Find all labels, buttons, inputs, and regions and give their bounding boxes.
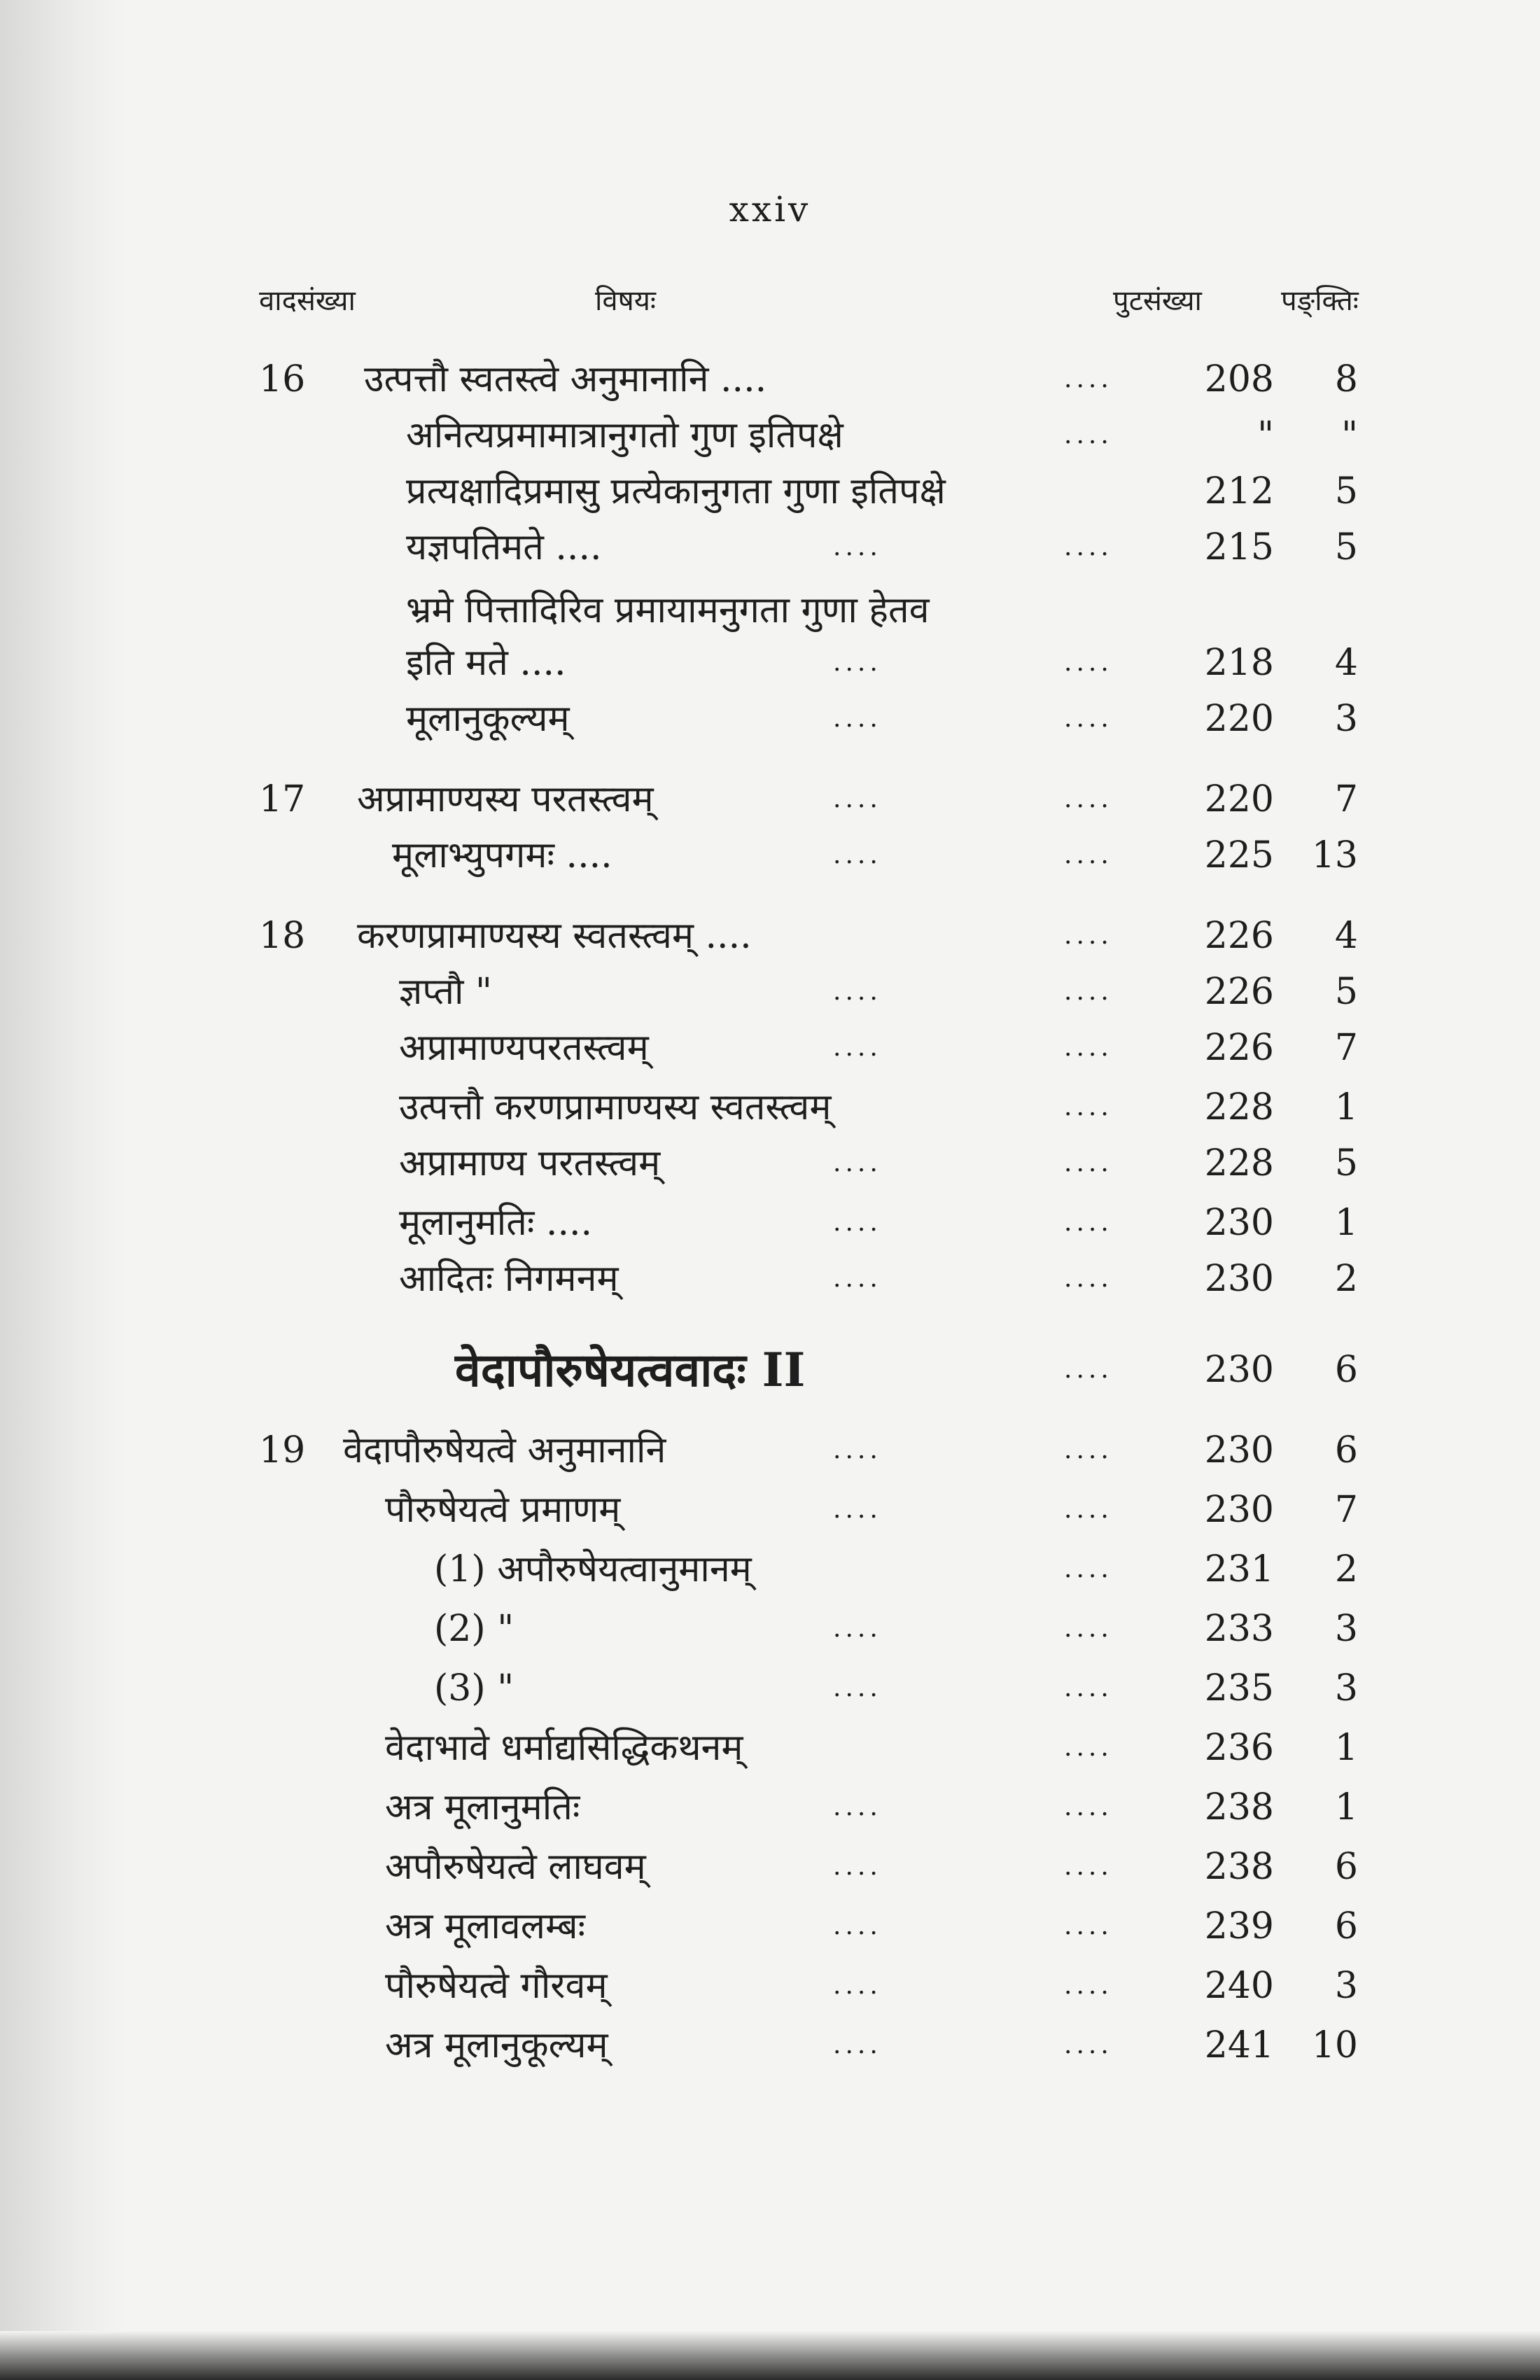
table-row — [0, 1540, 1540, 1599]
page-ref: " — [1257, 414, 1274, 456]
line-ref: 7 — [1334, 1489, 1358, 1531]
leader-dots: .... — [1064, 365, 1113, 393]
line-ref: 1 — [1334, 1086, 1358, 1128]
entry-title: इति मते .... — [406, 642, 566, 684]
leader-dots: .... — [1064, 533, 1113, 561]
table-row — [0, 634, 1540, 692]
line-ref: 6 — [1334, 1429, 1358, 1471]
line-ref: 1 — [1334, 1202, 1358, 1244]
vada-number: 17 — [259, 778, 306, 820]
page-ref: 239 — [1204, 1905, 1274, 1947]
section-title: वेदापौरुषेयत्ववादः II — [455, 1343, 806, 1397]
line-ref: 8 — [1334, 358, 1358, 400]
page-ref: 220 — [1204, 778, 1274, 820]
leader-dots: .... — [833, 1793, 882, 1821]
page-ref: 212 — [1204, 470, 1274, 512]
entry-title: अपौरुषेयत्वे लाघवम् — [385, 1846, 646, 1888]
table-row — [0, 1018, 1540, 1077]
entry-title: यज्ञपतिमते .... — [406, 526, 602, 568]
leader-dots: .... — [833, 533, 882, 561]
entry-title: वेदाभावे धर्माद्यसिद्धिकथनम् — [385, 1727, 743, 1769]
entry-title: अप्रामाण्यपरतस्त्वम् — [399, 1027, 649, 1069]
line-ref: 4 — [1334, 915, 1358, 957]
table-row — [0, 1778, 1540, 1837]
leader-dots: .... — [833, 1495, 882, 1524]
table-row — [0, 406, 1540, 465]
page-ref: 226 — [1204, 1027, 1274, 1069]
leader-dots: .... — [1064, 1555, 1113, 1583]
leader-dots: .... — [833, 977, 882, 1006]
page-ref: 230 — [1204, 1429, 1274, 1471]
table-row — [0, 1956, 1540, 2015]
table-row — [0, 906, 1540, 965]
leader-dots: .... — [1064, 1793, 1113, 1821]
line-ref: 3 — [1334, 1667, 1358, 1709]
page-ref: 230 — [1204, 1489, 1274, 1531]
entry-title: उत्पत्तौ करणप्रामाण्यस्य स्वतस्त्वम् — [399, 1086, 832, 1128]
entry-title: मूलाभ्युपगमः .... — [392, 834, 612, 876]
leader-dots: .... — [1064, 421, 1113, 449]
vada-number: 19 — [259, 1429, 306, 1471]
line-ref: 13 — [1311, 834, 1358, 876]
line-ref: 3 — [1334, 1965, 1358, 2007]
leader-dots: .... — [1064, 1093, 1113, 1121]
line-ref: 1 — [1334, 1786, 1358, 1828]
leader-dots: .... — [1064, 1264, 1113, 1293]
page-ref: 235 — [1204, 1667, 1274, 1709]
entry-title: (1) अपौरुषेयत्वानुमानम् — [434, 1548, 752, 1590]
entry-title: (2) " — [434, 1608, 514, 1650]
leader-dots: .... — [1064, 785, 1113, 813]
leader-dots: .... — [1064, 1436, 1113, 1464]
page-ref: 220 — [1204, 698, 1274, 740]
page-ref: 230 — [1204, 1202, 1274, 1244]
line-ref: 5 — [1334, 1142, 1358, 1184]
entry-title: अत्र मूलावलम्बः — [385, 1905, 586, 1947]
leader-dots: .... — [1064, 1495, 1113, 1524]
line-ref: 5 — [1334, 971, 1358, 1013]
leader-dots: .... — [833, 785, 882, 813]
leader-dots: .... — [1064, 977, 1113, 1006]
page-ref: 218 — [1204, 642, 1274, 684]
line-ref: 10 — [1311, 2024, 1358, 2066]
table-row — [0, 1134, 1540, 1193]
leader-dots: .... — [833, 1149, 882, 1177]
line-ref: 4 — [1334, 642, 1358, 684]
vada-number: 16 — [259, 358, 306, 400]
table-row — [0, 1480, 1540, 1539]
page-ref: 230 — [1204, 1258, 1274, 1300]
page-ref: 228 — [1204, 1086, 1274, 1128]
table-row — [0, 1078, 1540, 1137]
table-row — [0, 1718, 1540, 1777]
column-headers — [0, 280, 1540, 329]
table-row — [0, 962, 1540, 1021]
page-ref: 228 — [1204, 1142, 1274, 1184]
line-ref: 6 — [1334, 1846, 1358, 1888]
leader-dots: .... — [1064, 1852, 1113, 1881]
page-ref: 226 — [1204, 971, 1274, 1013]
leader-dots: .... — [833, 1674, 882, 1702]
leader-dots: .... — [833, 1436, 882, 1464]
table-row — [0, 690, 1540, 748]
table-row — [0, 1250, 1540, 1308]
leader-dots: .... — [833, 648, 882, 677]
line-ref: 1 — [1334, 1727, 1358, 1769]
entry-title: उत्पत्तौ स्वतस्त्वे अनुमानानि .... — [364, 358, 767, 400]
leader-dots: .... — [833, 1264, 882, 1293]
page-ref: 230 — [1204, 1349, 1274, 1391]
entry-title: मूलानुकूल्यम् — [406, 698, 570, 740]
entry-title: भ्रमे पित्तादिरिव प्रमायामनुगता गुणा हेतव — [406, 589, 930, 631]
page-ref: 226 — [1204, 915, 1274, 957]
line-ref: " — [1341, 414, 1358, 456]
entry-title: ज्ञप्तौ " — [399, 971, 492, 1013]
leader-dots: .... — [1064, 1971, 1113, 2000]
table-row — [0, 1600, 1540, 1658]
leader-dots: .... — [833, 1614, 882, 1643]
page-ref: 241 — [1204, 2024, 1274, 2066]
page-number: xxiv — [729, 189, 811, 230]
table-row — [0, 2016, 1540, 2075]
leader-dots: .... — [1064, 648, 1113, 677]
table-row — [0, 826, 1540, 885]
line-ref: 3 — [1334, 1608, 1358, 1650]
section-heading-row — [0, 1340, 1540, 1399]
leader-dots: .... — [1064, 841, 1113, 869]
leader-dots: .... — [833, 841, 882, 869]
entry-title: अत्र मूलानुकूल्यम् — [385, 2024, 608, 2066]
leader-dots: .... — [833, 1912, 882, 1940]
table-row — [0, 1837, 1540, 1896]
line-ref: 5 — [1334, 470, 1358, 512]
table-row — [0, 462, 1540, 521]
leader-dots: .... — [1064, 921, 1113, 950]
leader-dots: .... — [1064, 1149, 1113, 1177]
leader-dots: .... — [833, 1208, 882, 1237]
line-ref: 3 — [1334, 698, 1358, 740]
table-row — [0, 581, 1540, 640]
leader-dots: .... — [1064, 1208, 1113, 1237]
table-row — [0, 350, 1540, 409]
table-row — [0, 1659, 1540, 1718]
leader-dots: .... — [833, 2031, 882, 2059]
leader-dots: .... — [833, 1033, 882, 1062]
entry-title: अनित्यप्रमामात्रानुगतो गुण इतिपक्षे — [406, 414, 844, 456]
leader-dots: .... — [1064, 704, 1113, 733]
page-ref: 238 — [1204, 1846, 1274, 1888]
header-line-number: पङ्क्तिः — [1281, 285, 1359, 317]
leader-dots: .... — [833, 1852, 882, 1881]
table-row — [0, 1194, 1540, 1252]
header-subject: विषयः — [595, 285, 656, 317]
vada-number: 18 — [259, 915, 306, 957]
page-bottom-edge — [0, 2331, 1540, 2380]
entry-title: अप्रामाण्यस्य परतस्त्वम् — [357, 778, 654, 820]
entry-title: (3) " — [434, 1667, 514, 1709]
page-ref: 215 — [1204, 526, 1274, 568]
line-ref: 5 — [1334, 526, 1358, 568]
page-ref: 236 — [1204, 1727, 1274, 1769]
leader-dots: .... — [1064, 1033, 1113, 1062]
table-row — [0, 770, 1540, 829]
table-row — [0, 1421, 1540, 1480]
leader-dots: .... — [833, 704, 882, 733]
entry-title: पौरुषेयत्वे गौरवम् — [385, 1965, 608, 2007]
page-ref: 225 — [1204, 834, 1274, 876]
entry-title: मूलानुमतिः .... — [399, 1202, 593, 1244]
line-ref: 7 — [1334, 778, 1358, 820]
leader-dots: .... — [1064, 1912, 1113, 1940]
leader-dots: .... — [833, 1971, 882, 2000]
line-ref: 6 — [1334, 1349, 1358, 1391]
line-ref: 2 — [1334, 1548, 1358, 1590]
leader-dots: .... — [1064, 1674, 1113, 1702]
entry-title: पौरुषेयत्वे प्रमाणम् — [385, 1489, 621, 1531]
leader-dots: .... — [1064, 1614, 1113, 1643]
page-ref: 240 — [1204, 1965, 1274, 2007]
line-ref: 6 — [1334, 1905, 1358, 1947]
entry-title: आदितः निगमनम् — [399, 1258, 619, 1300]
entry-title: वेदापौरुषेयत्वे अनुमानानि — [343, 1429, 666, 1471]
entry-title: अप्रामाण्य परतस्त्वम् — [399, 1142, 661, 1184]
leader-dots: .... — [1064, 2031, 1113, 2059]
header-vada-number: वादसंख्या — [259, 285, 356, 317]
page-ref: 233 — [1204, 1608, 1274, 1650]
page-ref: 208 — [1204, 358, 1274, 400]
page-ref: 238 — [1204, 1786, 1274, 1828]
page-ref: 231 — [1204, 1548, 1274, 1590]
leader-dots: .... — [1064, 1355, 1113, 1384]
line-ref: 7 — [1334, 1027, 1358, 1069]
entry-title: अत्र मूलानुमतिः — [385, 1786, 580, 1828]
entry-title: करणप्रामाण्यस्य स्वतस्त्वम् .... — [357, 915, 752, 957]
table-row — [0, 1897, 1540, 1956]
table-row — [0, 518, 1540, 577]
line-ref: 2 — [1334, 1258, 1358, 1300]
header-page-number: पुटसंख्या — [1113, 285, 1202, 317]
entry-title: प्रत्यक्षादिप्रमासु प्रत्येकानुगता गुणा इतिपक्षे — [406, 470, 946, 512]
leader-dots: .... — [1064, 1733, 1113, 1762]
